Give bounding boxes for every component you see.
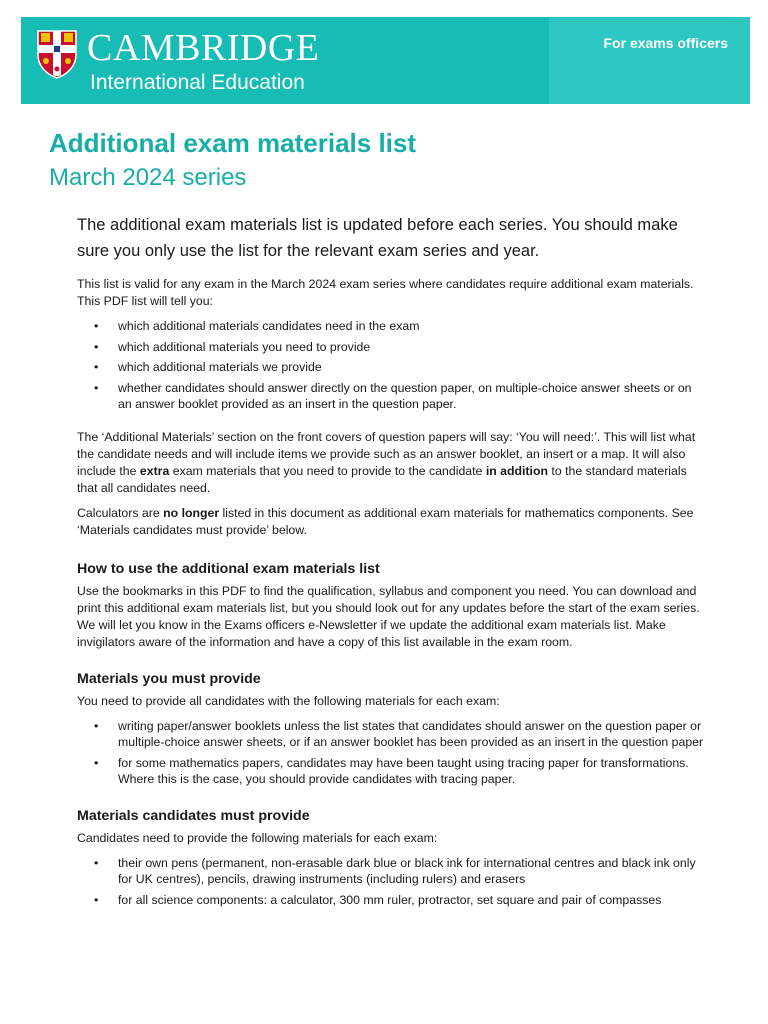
text-run: listed in this document as additional exam materials for mathematics components. See ‘Materials candidates must provide’ below. [77, 505, 694, 537]
audience-panel [549, 17, 750, 104]
section-heading-how-to-use: How to use the additional exam materials list [77, 560, 380, 577]
additional-materials-paragraph [77, 429, 705, 497]
document-body [77, 212, 705, 924]
section-heading-candidates-provide: Materials candidates must provide [77, 807, 310, 824]
list-item: • writing paper/answer booklets unless the list states that candidates should answer on the question paper or multiple-choice answer sheets, or if an answer booklet has been provided as an insert in the question paper [77, 718, 705, 751]
candidates-provide-paragraph: Candidates need to provide the following materials for each exam: [77, 830, 438, 845]
calculators-paragraph [77, 505, 705, 539]
materials-you-provide-list [77, 718, 705, 788]
candidates-provide-list [77, 855, 705, 909]
emphasis-no-longer: no longer [163, 505, 220, 520]
text-run: to the standard materials that all candidates need. [77, 463, 687, 495]
list-item: • for all science components: a calculator, 300 mm ruler, protractor, set square and pair of compasses [77, 892, 705, 909]
emphasis-extra: extra [139, 463, 170, 478]
materials-you-provide-paragraph: You need to provide all candidates with the following materials for each exam: [77, 693, 500, 708]
emphasis-in-addition: in addition [485, 463, 548, 478]
list-item: • for some mathematics papers, candidates may have been taught using tracing paper for transformations. Where this is the case, you should provide candidates with tracing paper. [77, 755, 705, 788]
lead-paragraph: The additional exam materials list is updated before each series. You should make sure you only use the list for the relevant exam series and year. [77, 216, 678, 260]
list-item: • which additional materials you need to provide [77, 339, 705, 356]
university-crest-icon [36, 29, 78, 79]
document-title: Additional exam materials list [49, 128, 417, 158]
text-run: exam materials that you need to provide to the candidate [169, 463, 486, 478]
header-banner [21, 17, 750, 104]
intro-paragraph: This list is valid for any exam in the March 2024 exam series where candidates require additional exam materials. This PDF list will tell you: [77, 277, 694, 308]
audience-label: For exams officers [603, 35, 728, 51]
logo-subtitle: International Education [90, 71, 305, 94]
how-to-use-paragraph: Use the bookmarks in this PDF to find the qualification, syllabus and component you need. You can download and print this additional exam materials list, but you should look out for any updates before the start of the exam series. We will let you know in the Exams officers e-Newsletter if we update the additional exam materials list. Make invigilators aware of the information and have a copy of this list available in the exam room. [77, 583, 700, 649]
list-item: • whether candidates should answer directly on the question paper, on multiple-choice answer sheets or on an answer booklet provided as an insert in the question paper. [77, 380, 705, 413]
logo-wordmark: CAMBRIDGE [87, 27, 320, 69]
intro-bullet-list [77, 318, 705, 413]
list-item: • their own pens (permanent, non-erasable dark blue or black ink for international centres and black ink only for UK centres), pencils, drawing instruments (including rulers) and erasers [77, 855, 705, 888]
document-subtitle: March 2024 series [49, 164, 247, 191]
list-item: • which additional materials we provide [77, 359, 705, 376]
section-heading-materials-you-provide: Materials you must provide [77, 670, 261, 687]
list-item: • which additional materials candidates need in the exam [77, 318, 705, 335]
text-run: The ‘Additional Materials’ section on the front covers of question papers will say: ‘You will need:’. This will list what the candidate needs and will include items we provide such as an answer booklet, an insert or a map. It will also include the [77, 429, 696, 478]
text-run: Calculators are [77, 505, 164, 520]
